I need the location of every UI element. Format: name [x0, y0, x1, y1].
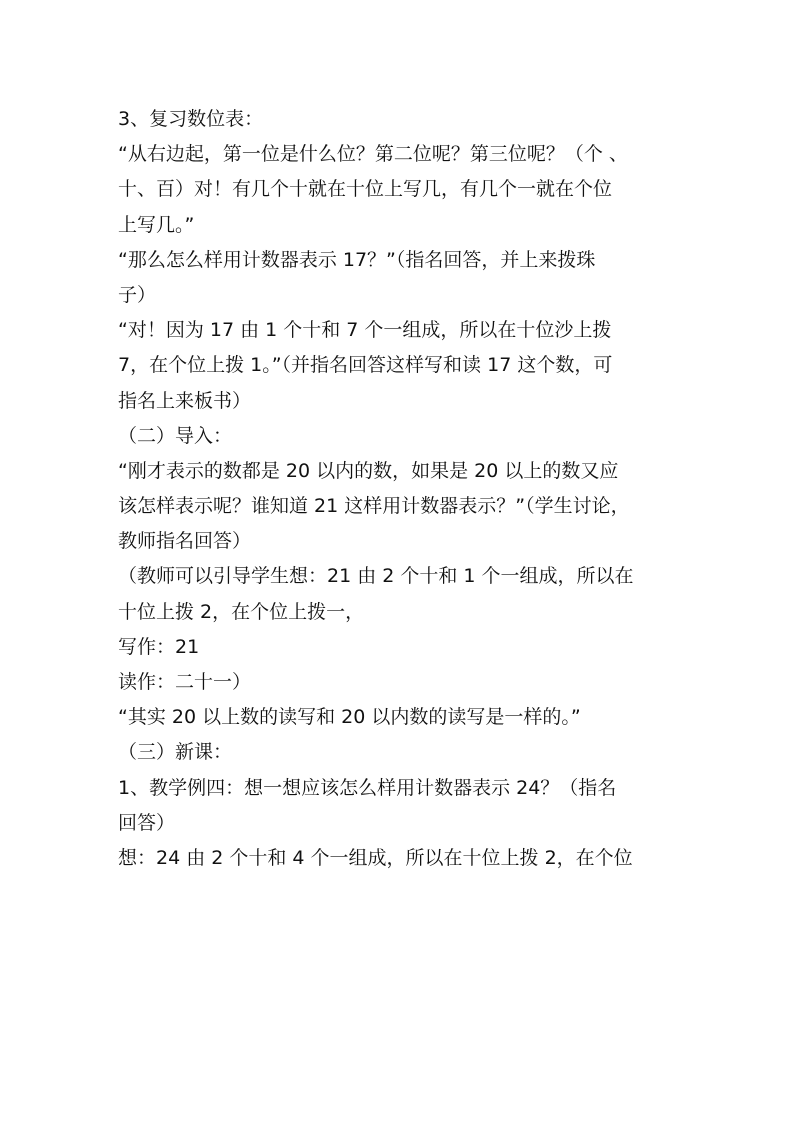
text-line: 指名上来板书）	[118, 389, 252, 412]
text-line: 回答）	[118, 811, 176, 834]
text-line: 子）	[118, 283, 157, 306]
text-line: 十位上拨 2，在个位上拨一，	[118, 600, 365, 623]
text-line: “刚才表示的数都是 20 以内的数，如果是 20 以上的数又应	[118, 459, 619, 482]
section-heading: （二）导入：	[118, 424, 233, 447]
text-line: “那么怎么样用计数器表示 17？”（指名回答，并上来拨珠	[118, 248, 596, 271]
section-heading: （三）新课：	[118, 741, 233, 764]
text-line: 7，在个位上拨 1。”（并指名回答这样写和读 17 这个数，可	[118, 354, 613, 377]
text-line: 1、教学例四：想一想应该怎么样用计数器表示 24？（指名	[118, 776, 617, 799]
text-line: 读作：二十一）	[118, 671, 252, 693]
text-line: （教师可以引导学生想：21 由 2 个十和 1 个一组成，所以在	[118, 565, 634, 588]
text-line: 教师指名回答）	[118, 530, 252, 553]
text-line: “对！因为 17 由 1 个十和 7 个一组成，所以在十位沙上拨	[118, 319, 612, 342]
text-line: “从右边起，第一位是什么位？第二位呢？第三位呢？（个 、	[118, 143, 628, 166]
text-line: 该怎样表示呢？谁知道 21 这样用计数器表示？”（学生讨论，	[118, 495, 630, 518]
text-line: 3、复习数位表：	[118, 108, 264, 130]
text-line: 上写几。”	[118, 213, 195, 236]
text-line: 十、百）对！有几个十就在十位上写几，有几个一就在个位	[118, 178, 613, 201]
text-line: 想：24 由 2 个十和 4 个一组成，所以在十位上拨 2，在个位	[118, 846, 633, 869]
document-body	[118, 102, 678, 876]
text-line: 写作：21	[118, 635, 200, 658]
text-line: “其实 20 以上数的读写和 20 以内数的读写是一样的。”	[118, 706, 581, 729]
